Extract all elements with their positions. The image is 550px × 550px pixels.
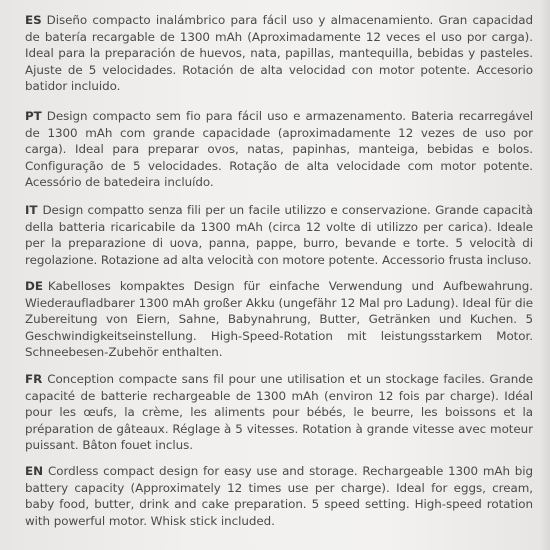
- description-it: Design compatto senza fili per un facile utilizzo e conservazione. Grande capacità della batteria ricaricabile da 1300 mAh (circa 12 volte di utilizzo per carica). Ideale per la preparazione di uova, panna, pappe, burro, bevande e torte. 5 velocità di regolazione. Rotazione ad alta velocità con motore potente. Accessorio frusta incluso.: [25, 203, 533, 267]
- language-code-en: EN: [25, 464, 43, 478]
- description-pt: Design compacto sem fio para fácil uso e armazenamento. Bateria recarregável de 1300 mAh com grande capacidade (aproximadamente 12 vezes de uso por carga). Ideal para preparar ovos, natas, papinhas, manteiga, bebidas e bolos. Configuração de 5 velocidades. Rotação de alta velocidade com motor potente. Acessório de batedeira incluído.: [25, 109, 533, 190]
- page-edge-shadow: [540, 0, 550, 550]
- description-fr: Conception compacte sans fil pour une utilisation et un stockage faciles. Grande capacité de batterie rechargeable de 1300 mAh (environ 12 fois par charge). Idéal pour les œufs, la crème, les aliments pour bébés, le beurre, les boissons et la préparation de gâteaux. Réglage à 5 vitesses. Rotation à grande vitesse avec moteur puissant. Bâton fouet inclus.: [25, 372, 533, 453]
- description-de: Kabelloses kompaktes Design für einfache Verwendung und Aufbewahrung. Wiederaufladbarer 1300 mAh großer Akku (ungefähr 12 Mal pro Ladung). Ideal für die Zubereitung von Eiern, Sahne, Babynahrung, Butter, Getränken und Kuchen. 5 Geschwindigkeitseinstellung. High-Speed-Rotation mit leistungsstarkem Motor. Schneebesen-Zubehör enthalten.: [25, 279, 533, 360]
- language-code-de: DE: [25, 279, 43, 293]
- section-it: [25, 202, 533, 268]
- section-en: [25, 463, 533, 529]
- language-code-it: IT: [25, 203, 38, 217]
- section-es: [25, 12, 533, 95]
- language-code-fr: FR: [25, 372, 43, 386]
- description-en: Cordless compact design for easy use and storage. Rechargeable 1300 mAh big battery capacity (Approximately 12 times use per charge). Ideal for eggs, cream, baby food, butter, drink and cake preparation. 5 speed setting. High-speed rotation with powerful motor. Whisk stick included.: [25, 464, 533, 528]
- section-de: [25, 278, 533, 361]
- description-es: Diseño compacto inalámbrico para fácil uso y almacenamiento. Gran capacidad de batería recargable de 1300 mAh (Aproximadamente 12 veces el uso por carga). Ideal para la preparación de huevos, nata, papillas, mantequilla, bebidas y pasteles. Ajuste de 5 velocidades. Rotación de alta velocidad con motor potente. Accesorio batidor incluido.: [25, 13, 533, 94]
- section-pt: [25, 108, 533, 191]
- section-fr: [25, 371, 533, 454]
- language-code-es: ES: [25, 13, 42, 27]
- language-code-pt: PT: [25, 109, 42, 123]
